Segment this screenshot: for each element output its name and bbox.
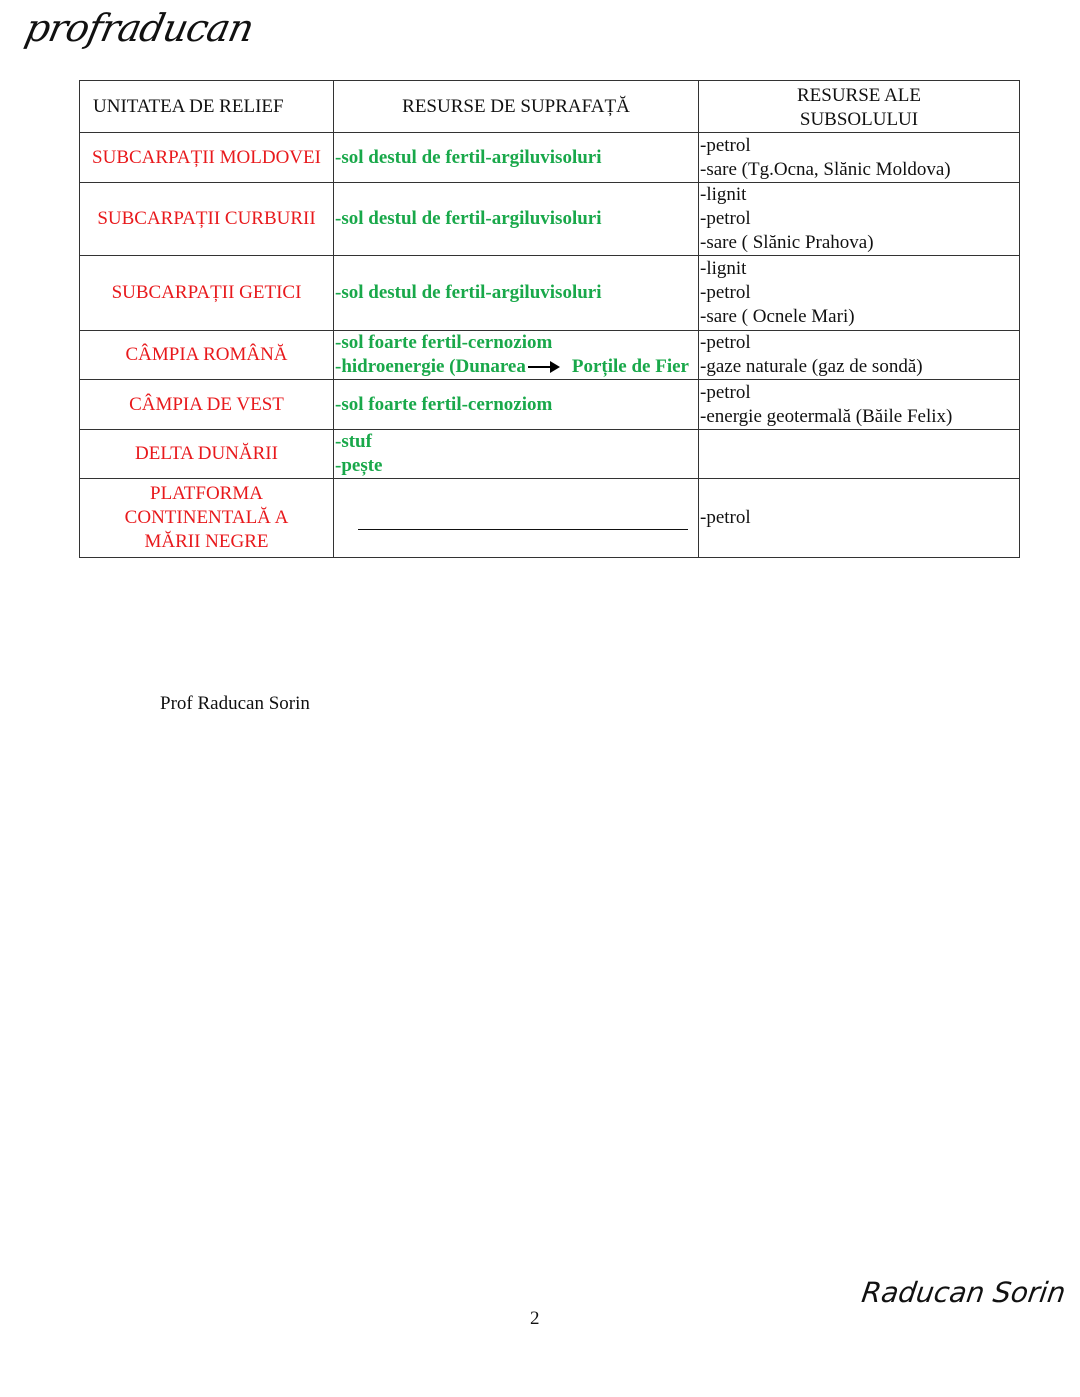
- header-subsoil: [699, 81, 1020, 133]
- surface-resources: [334, 331, 699, 380]
- surface-item: -sol destul de fertil-argiluvisoluri: [335, 208, 602, 229]
- hydro-text: -hidroenergie (Dunarea: [335, 356, 526, 377]
- table-row: [80, 430, 1020, 479]
- relief-unit-line: MĂRII NEGRE: [144, 531, 269, 552]
- relief-unit-line: PLATFORMA: [150, 483, 263, 504]
- relief-unit: SUBCARPAȚII GETICI: [80, 256, 334, 331]
- resources-table: [79, 80, 1020, 558]
- surface-item: -stuf: [335, 431, 372, 452]
- relief-unit: CÂMPIA ROMÂNĂ: [80, 331, 334, 380]
- hydroenergy-item: [335, 355, 698, 379]
- relief-unit: DELTA DUNĂRII: [80, 430, 334, 479]
- surface-item: -sol destul de fertil-argiluvisoluri: [335, 146, 602, 168]
- table-row: [80, 133, 1020, 183]
- subsoil-resources: [699, 380, 1020, 430]
- subsoil-item: -petrol: [700, 381, 751, 403]
- header-subsoil-line2: SUBSOLULUI: [799, 108, 919, 130]
- subsoil-resources: [699, 133, 1020, 183]
- subsoil-item: -petrol: [700, 208, 751, 229]
- table-row: [80, 331, 1020, 380]
- subsoil-resources: [699, 430, 1020, 479]
- surface-item: -sol destul de fertil-argiluvisoluri: [335, 282, 602, 303]
- subsoil-item: -petrol: [700, 134, 751, 156]
- subsoil-item: -sare (Tg.Ocna, Slănic Moldova): [700, 158, 951, 180]
- surface-resources: [334, 380, 699, 430]
- subsoil-item: -sare ( Ocnele Mari): [700, 306, 855, 327]
- table-row: [80, 479, 1020, 558]
- subsoil-item: -gaze naturale (gaz de sondă): [700, 356, 923, 377]
- subsoil-item: -petrol: [700, 332, 751, 353]
- table-row: [80, 256, 1020, 331]
- subsoil-resources: [699, 183, 1020, 256]
- surface-resources: [334, 430, 699, 479]
- surface-resources: [334, 183, 699, 256]
- header-unit: UNITATEA DE RELIEF: [80, 81, 334, 133]
- logo-signature-bottom: Raducan Sorin: [859, 1276, 1068, 1309]
- relief-unit: [80, 479, 334, 558]
- subsoil-resources: [699, 479, 1020, 558]
- relief-unit-line: CONTINENTALĂ A: [124, 507, 289, 528]
- subsoil-item: -petrol: [700, 282, 751, 303]
- subsoil-item: -lignit: [700, 184, 747, 205]
- relief-unit: CÂMPIA DE VEST: [80, 380, 334, 430]
- relief-unit: SUBCARPAȚII MOLDOVEI: [80, 133, 334, 183]
- subsoil-resources: [699, 331, 1020, 380]
- surface-resources: [334, 133, 699, 183]
- subsoil-item: -petrol: [700, 507, 751, 528]
- page-number: 2: [530, 1308, 540, 1329]
- surface-item: -sol foarte fertil-cernoziom: [335, 393, 553, 415]
- surface-resources: [334, 479, 699, 558]
- blank-line-divider: [358, 529, 688, 530]
- header-surface: RESURSE DE SUPRAFAȚĂ: [334, 81, 699, 133]
- table-row: [80, 183, 1020, 256]
- table-row: [80, 380, 1020, 430]
- author-name: Prof Raducan Sorin: [160, 693, 310, 714]
- surface-item: -pește: [335, 455, 383, 476]
- arrow-right-icon: [528, 366, 558, 368]
- logo-signature-top: profraducan: [21, 6, 258, 50]
- surface-resources: [334, 256, 699, 331]
- table-header-row: [80, 81, 1020, 133]
- hydro-destination: Porțile de Fier: [571, 356, 689, 377]
- header-subsoil-line1: RESURSE ALE: [796, 84, 922, 106]
- subsoil-item: -energie geotermală (Băile Felix): [700, 405, 953, 427]
- subsoil-item: -lignit: [700, 258, 747, 279]
- subsoil-item: -sare ( Slănic Prahova): [700, 232, 874, 253]
- surface-item: -sol foarte fertil-cernoziom: [335, 332, 553, 353]
- subsoil-resources: [699, 256, 1020, 331]
- relief-unit: SUBCARPAȚII CURBURII: [80, 183, 334, 256]
